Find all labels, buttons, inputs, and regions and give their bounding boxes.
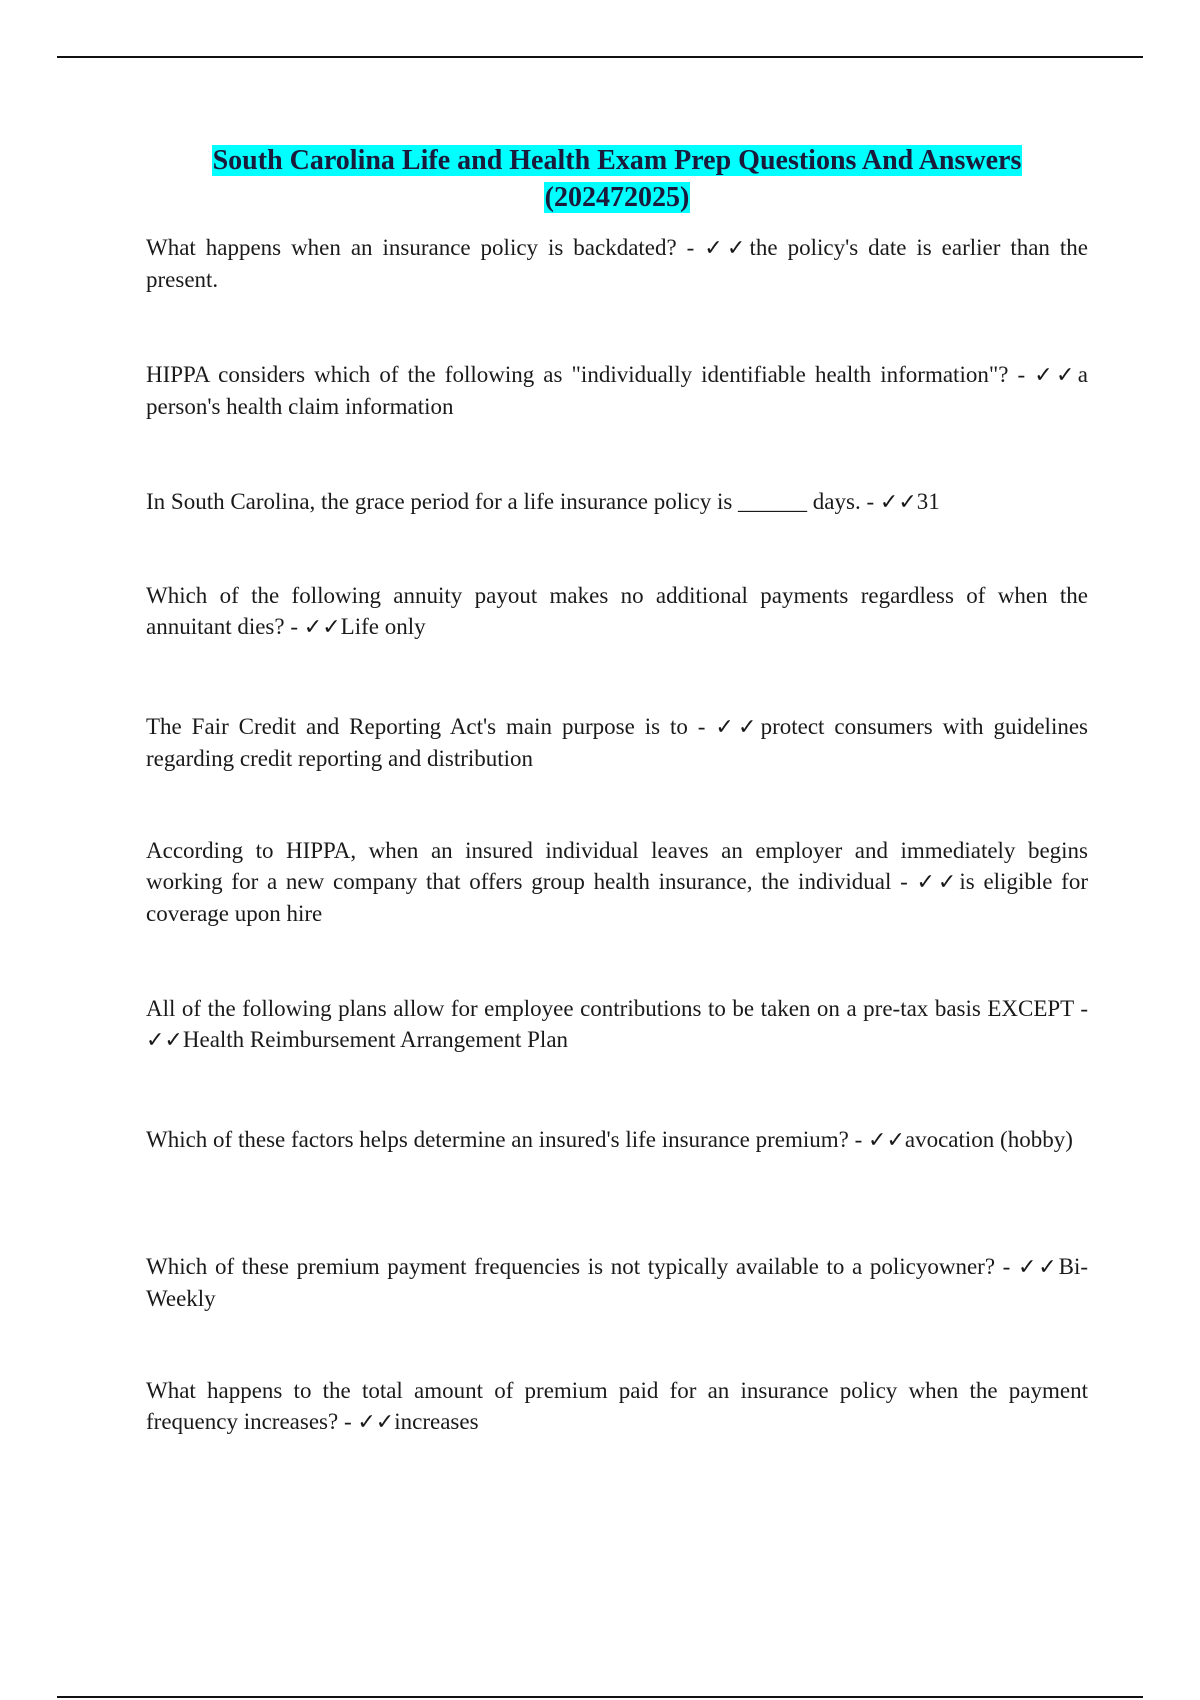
- qa-item-8: Which of these factors helps determine an insured's life insurance premium? - ✓✓avocation (hobby): [146, 1127, 1073, 1153]
- question-text: Which of the following annuity payout makes no additional payments regardless of when the annuitant dies?: [146, 583, 1088, 639]
- check-icon: ✓✓: [146, 1028, 183, 1053]
- document-title: [146, 142, 1088, 216]
- check-icon: ✓✓: [357, 1410, 395, 1435]
- check-icon: ✓✓: [879, 490, 917, 515]
- answer-text: Bi-Weekly: [146, 1254, 1088, 1311]
- qa-item-2: HIPPA considers which of the following as "individually identifiable health information"? - ✓✓a person's health claim information: [146, 362, 1088, 419]
- title-line-1: South Carolina Life and Health Exam Prep Questions And Answers: [212, 145, 1022, 176]
- question-text: The Fair Credit and Reporting Act's main purpose is to: [146, 714, 688, 739]
- check-icon: ✓✓: [916, 870, 960, 895]
- title-line-2: (202472025): [544, 182, 690, 213]
- qa-item-4: Which of the following annuity payout makes no additional payments regardless of when the annuitant dies? - ✓✓Life only: [146, 583, 1088, 640]
- answer-text: 31: [916, 489, 940, 514]
- question-text: Which of these factors helps determine an insured's life insurance premium?: [146, 1127, 849, 1152]
- question-text: In South Carolina, the grace period for a life insurance policy is ______ days.: [146, 489, 861, 514]
- question-text: Which of these premium payment frequencies is not typically available to a policyowner?: [146, 1254, 996, 1279]
- answer-text: a person's health claim information: [146, 362, 1088, 419]
- answer-text: avocation (hobby): [904, 1127, 1073, 1152]
- check-icon: ✓✓: [715, 715, 761, 740]
- answer-text: Health Reimbursement Arrangement Plan: [182, 1027, 569, 1052]
- answer-text: is eligible for coverage upon hire: [146, 869, 1089, 926]
- qa-item-6: According to HIPPA, when an insured individual leaves an employer and immediately begins working for a new company that offers group health insurance, the individual - ✓✓is eligible for coverage upon hire: [146, 838, 1089, 926]
- question-text: All of the following plans allow for employee contributions to be taken on a pre-tax basis EXCEPT: [146, 996, 1074, 1021]
- qa-item-10: What happens to the total amount of premium paid for an insurance policy when the payment frequency increases? - ✓✓increases: [146, 1378, 1088, 1435]
- question-text: What happens when an insurance policy is backdated?: [146, 235, 677, 260]
- top-rule: [57, 56, 1143, 58]
- question-text: What happens to the total amount of premium paid for an insurance policy when the payment frequency increases?: [146, 1378, 1088, 1434]
- qa-item-7: All of the following plans allow for employee contributions to be taken on a pre-tax basis EXCEPT - ✓✓Health Reimbursement Arrangement Plan: [146, 996, 1088, 1053]
- qa-item-3: In South Carolina, the grace period for a life insurance policy is ______ days. - ✓✓31: [146, 489, 940, 515]
- answer-text: protect consumers with guidelines regarding credit reporting and distribution: [146, 714, 1088, 771]
- check-icon: ✓✓: [704, 236, 750, 261]
- answer-text: Life only: [340, 614, 426, 639]
- answer-text: the policy's date is earlier than the present.: [146, 235, 1088, 292]
- question-text: According to HIPPA, when an insured individual leaves an employer and immediately begins working for a new company that offers group health insurance, the individual: [146, 838, 1088, 894]
- check-icon: ✓✓: [303, 615, 341, 640]
- qa-item-1: What happens when an insurance policy is backdated? - ✓✓the policy's date is earlier than the present.: [146, 235, 1088, 292]
- answer-text: increases: [394, 1409, 479, 1434]
- check-icon: ✓✓: [1017, 1255, 1059, 1280]
- qa-item-9: Which of these premium payment frequencies is not typically available to a policyowner? - ✓✓Bi-Weekly: [146, 1254, 1088, 1311]
- check-icon: ✓✓: [1034, 363, 1078, 388]
- check-icon: ✓✓: [868, 1128, 905, 1153]
- qa-item-5: The Fair Credit and Reporting Act's main purpose is to - ✓✓protect consumers with guidelines regarding credit reporting and distribution: [146, 714, 1088, 771]
- bottom-rule: [57, 1696, 1143, 1698]
- question-text: HIPPA considers which of the following as "individually identifiable health information"?: [146, 362, 1009, 387]
